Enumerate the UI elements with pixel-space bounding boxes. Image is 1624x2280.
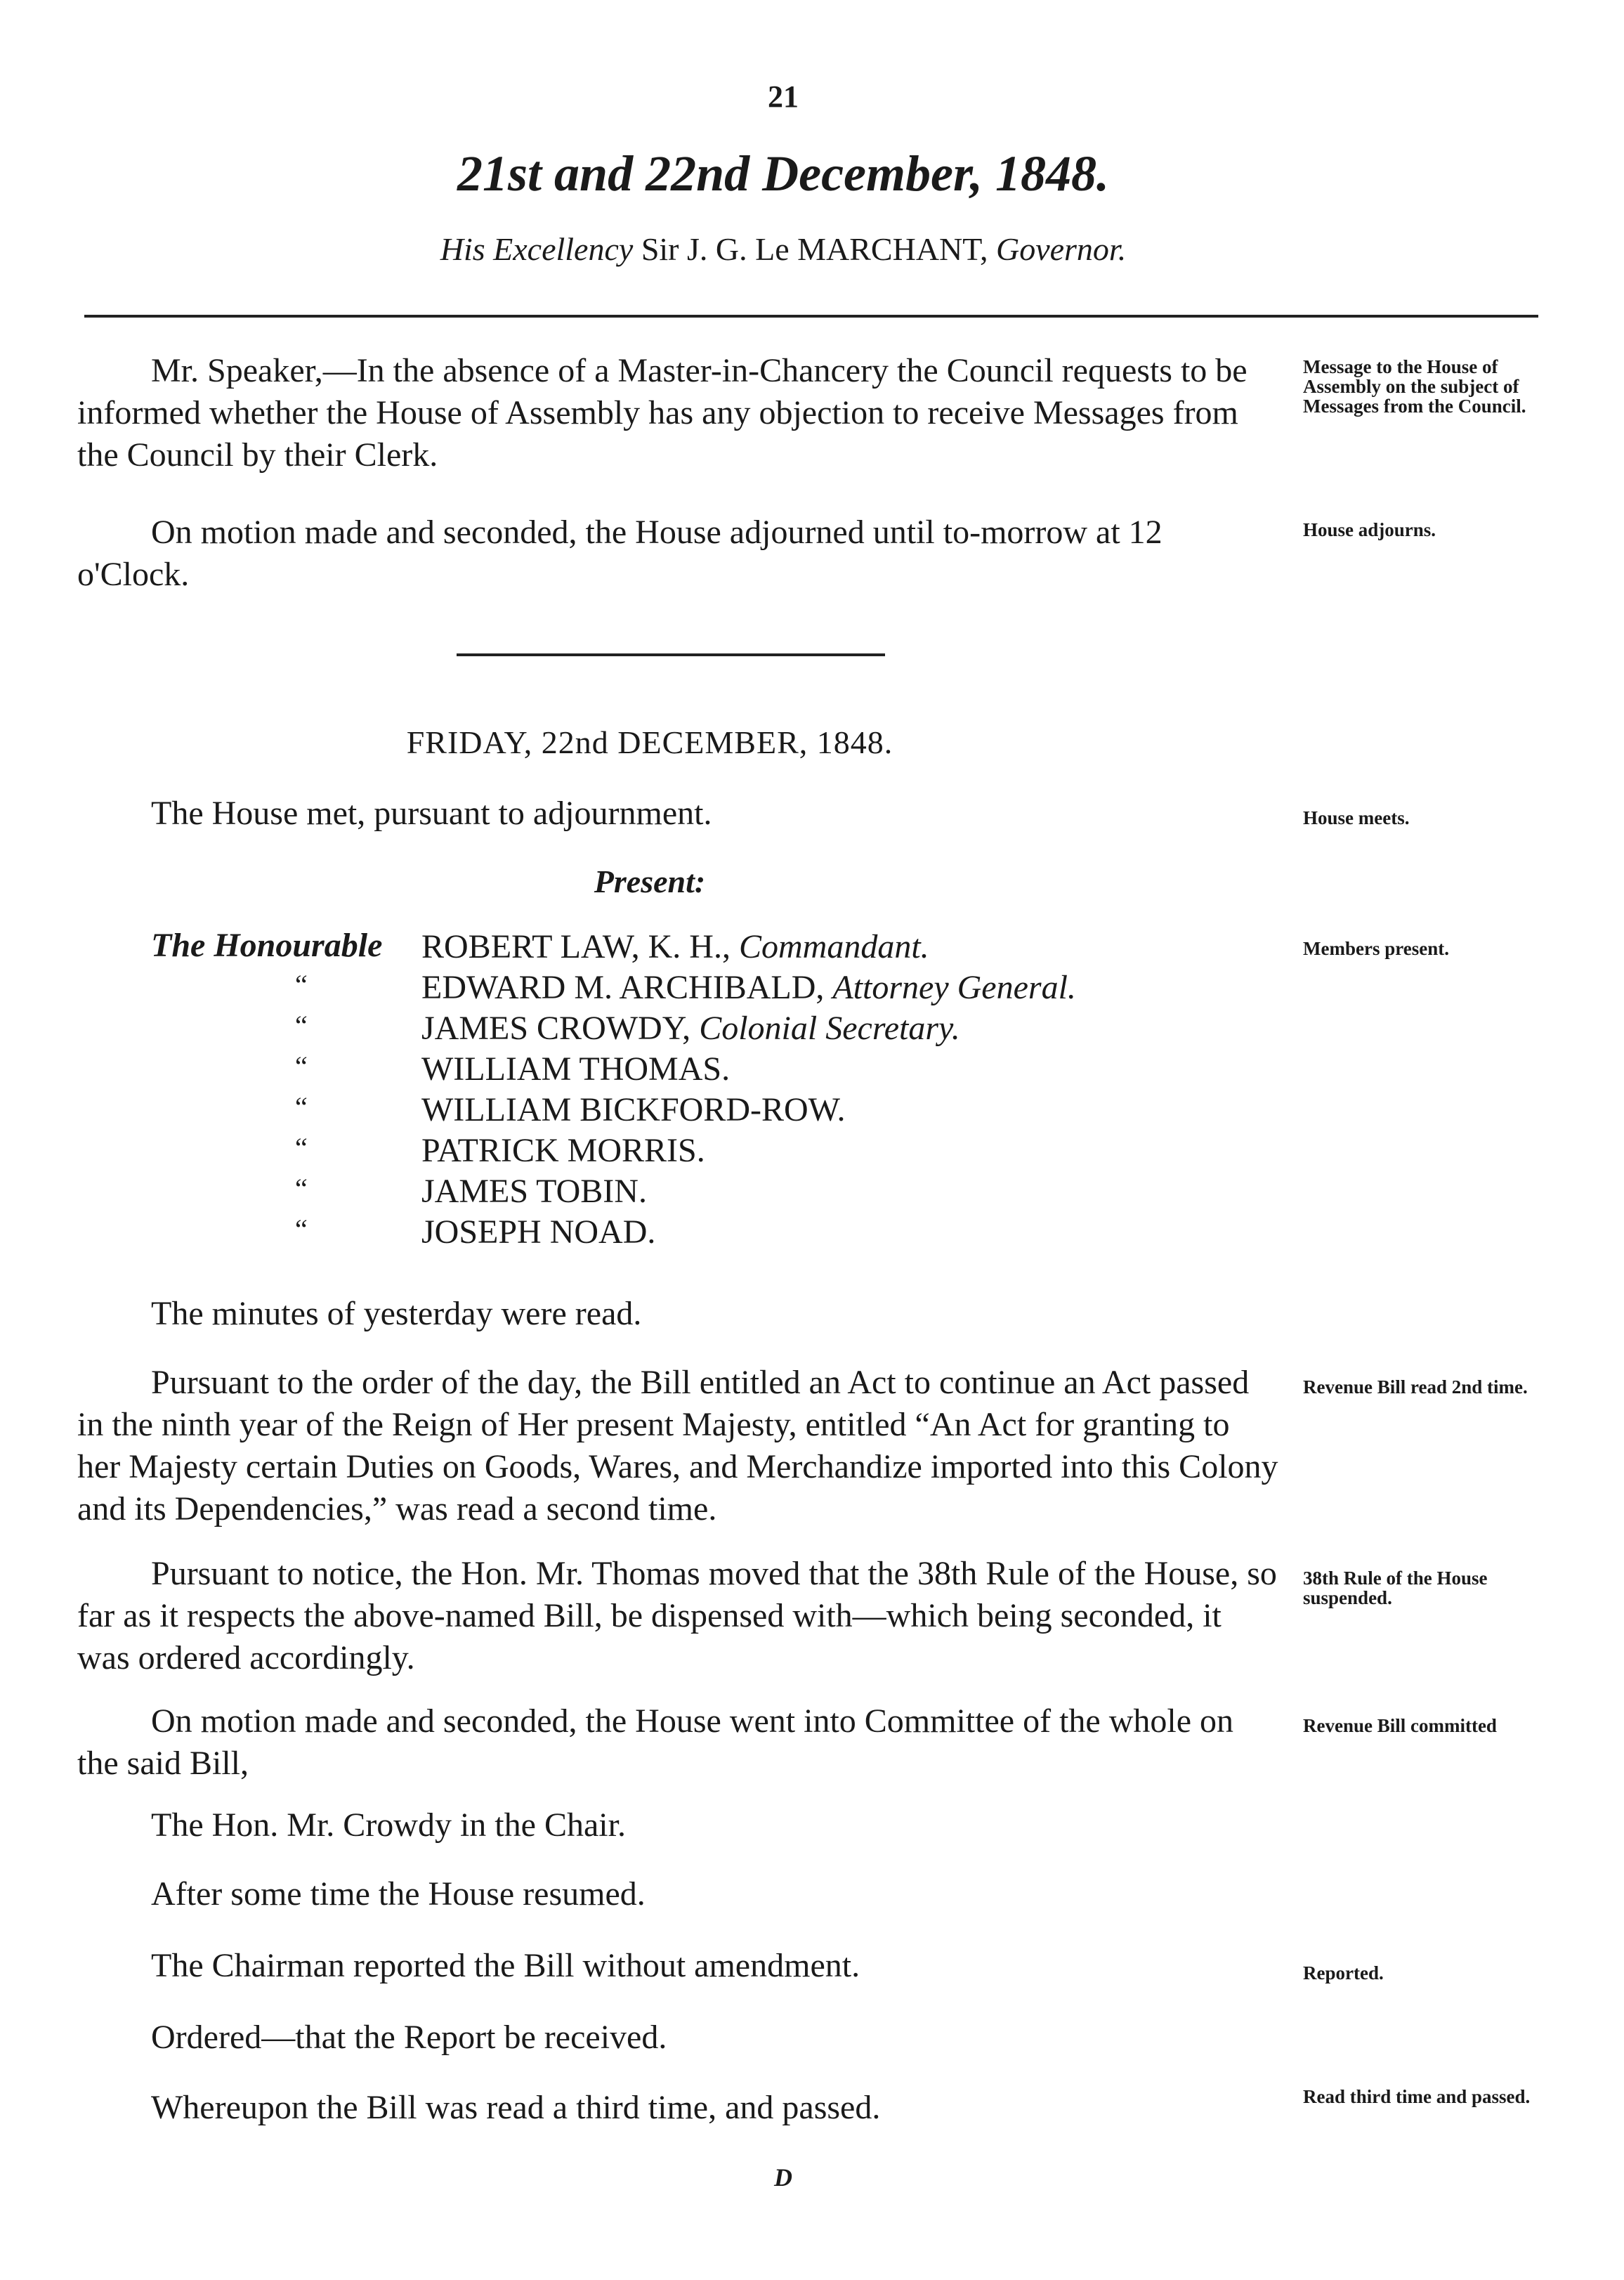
member-title: Colonial Secretary. [699,1010,960,1047]
margin-note-rule: 38th Rule of the House suspended. [1303,1568,1488,1608]
ordered-line: Ordered—that the Report be received. [151,2019,667,2056]
member-name: JAMES TOBIN. [421,1173,647,1210]
reported-line: The Chairman reported the Bill without amendment. [151,1947,860,1984]
member-title: Commandant. [738,928,929,965]
speaker-message-paragraph: Mr. Speaker,—In the absence of a Master-in-Chancery the Council requests to be informed whether the House of Assembly has any objection to receive Messages from the Council by their Clerk. [77,352,1248,474]
margin-note-message: Message to the House of Assembly on the subject of Messages from the Council. [1303,356,1526,417]
ditto-mark: “ [295,1132,308,1164]
margin-note-members: Members present. [1303,938,1449,959]
ditto-mark: “ [295,969,308,1001]
page-title: 21st and 22nd December, 1848. [457,145,1109,202]
subtitle-prefix: His Excellency [440,231,634,267]
second-reading-paragraph: Pursuant to the order of the day, the Bill entitled an Act to continue an Act passed in the ninth year of the Reign of Her present Majesty, entitled “An Act for granting to her Majesty certain Duties on Goods, Wares, and Merchandize imported into this Colony and its Dependencies,” was read a second time. [77,1364,1278,1527]
margin-note-third: Read third time and passed. [1303,2086,1531,2107]
present-heading: Present: [594,864,706,899]
rule-suspension-paragraph: Pursuant to notice, the Hon. Mr. Thomas moved that the 38th Rule of the House, so far as it respects the above-named Bill, be dispensed with—which being seconded, it was ordered accordingly. [77,1555,1277,1676]
ditto-mark: “ [295,1050,308,1082]
member-name: PATRICK MORRIS. [421,1132,705,1169]
member-title: Attorney General. [832,969,1076,1006]
page-number: 21 [768,79,799,114]
member-row [421,926,929,968]
ditto-mark: “ [295,1213,308,1245]
signature-mark: D [774,2163,792,2191]
member-name: JOSEPH NOAD. [421,1213,656,1251]
margin-note-second-reading: Revenue Bill read 2nd time. [1303,1376,1528,1398]
subtitle-suffix: Governor. [995,231,1127,267]
committee-paragraph: On motion made and seconded, the House went into Committee of the whole on the said Bill, [77,1702,1234,1782]
section-rule [457,653,885,656]
minutes-line: The minutes of yesterday were read. [151,1295,642,1332]
member-row [421,1211,655,1253]
member-row [421,1130,705,1172]
margin-note-reported: Reported. [1303,1962,1384,1983]
margin-note-adjourns: House adjourns. [1303,519,1436,540]
member-name: JAMES CROWDY, [421,1010,691,1047]
member-row [421,1171,647,1213]
member-name: ROBERT LAW, K. H., [421,928,731,965]
member-row [421,1008,960,1050]
ditto-mark: “ [295,1173,308,1204]
subtitle-name: Sir J. G. Le MARCHANT, [641,231,988,267]
member-name: EDWARD M. ARCHIBALD, [421,969,825,1006]
header-rule [84,315,1538,318]
member-name: WILLIAM BICKFORD-ROW. [421,1091,846,1128]
member-name: WILLIAM THOMAS. [421,1050,731,1088]
passed-line: Whereupon the Bill was read a third time, and passed. [151,2089,881,2126]
member-row [421,1089,846,1131]
house-met-line: The House met, pursuant to adjournment. [151,795,712,832]
adjourn-paragraph: On motion made and seconded, the House adjourned until to-morrow at 12 o'Clock. [77,514,1163,593]
day-heading: FRIDAY, 22nd DECEMBER, 1848. [406,724,893,760]
member-row [421,967,1076,1009]
chair-line: The Hon. Mr. Crowdy in the Chair. [151,1806,626,1844]
margin-note-meets: House meets. [1303,807,1410,828]
margin-note-committed: Revenue Bill committed [1303,1715,1497,1736]
members-lead: The Honourable [151,927,383,964]
ditto-mark: “ [295,1091,308,1123]
page-subtitle [0,230,1566,268]
resumed-line: After some time the House resumed. [151,1875,646,1913]
member-row [421,1048,730,1090]
ditto-mark: “ [295,1010,308,1041]
